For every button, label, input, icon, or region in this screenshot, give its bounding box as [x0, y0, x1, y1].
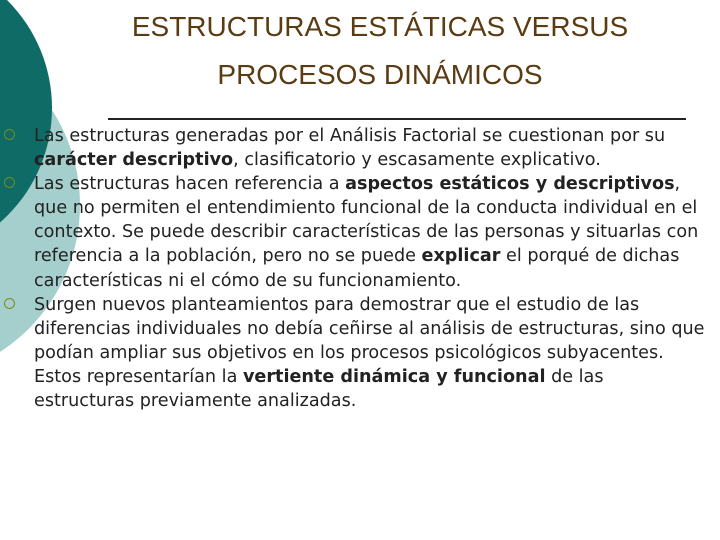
text-segment: Las estructuras hacen referencia a	[34, 174, 346, 195]
text-segment: , que no permiten el entendimiento funcional de la conducta individual en el contexto. Se puede describir características de las personas y situarlas con referencia a la población, pero no se puede	[34, 174, 699, 267]
bullet-text	[34, 172, 706, 292]
bold-text-segment: vertiente dinámica y funcional	[242, 366, 546, 387]
circle-bullet-icon	[4, 129, 15, 140]
title-line-1: ESTRUCTURAS ESTÁTICAS VERSUS	[131, 11, 629, 42]
text-segment: el porqué de dichas características ni el cómo de su funcionamiento.	[34, 246, 680, 291]
bullet-item	[0, 172, 720, 292]
bullet-list	[0, 124, 720, 413]
bold-text-segment: aspectos estáticos y descriptivos	[345, 174, 675, 195]
bullet-item	[0, 124, 720, 172]
slide-title	[60, 8, 700, 94]
circle-bullet-icon	[4, 298, 15, 309]
text-segment: , clasificatorio y escasamente explicativo.	[233, 150, 601, 171]
bold-text-segment: explicar	[421, 246, 501, 267]
bold-text-segment: carácter descriptivo	[34, 150, 234, 171]
text-segment: Las estructuras generadas por el Análisis Factorial se cuestionan por su	[34, 126, 666, 146]
text-segment: de las estructuras previamente analizadas.	[34, 366, 604, 412]
bullet-text	[34, 124, 706, 172]
bullet-item	[0, 293, 720, 413]
text-segment: Surgen nuevos planteamientos para demostrar que el estudio de las diferencias individuales no debía ceñirse al análisis de estructuras, sino que podían ampliar sus objetivos en los procesos psicológicos subyacentes. Estos representarían la	[34, 294, 705, 387]
bullet-text	[34, 293, 706, 413]
circle-bullet-icon	[4, 177, 15, 188]
title-underline	[108, 118, 686, 120]
title-line-2: PROCESOS DINÁMICOS	[217, 59, 543, 90]
